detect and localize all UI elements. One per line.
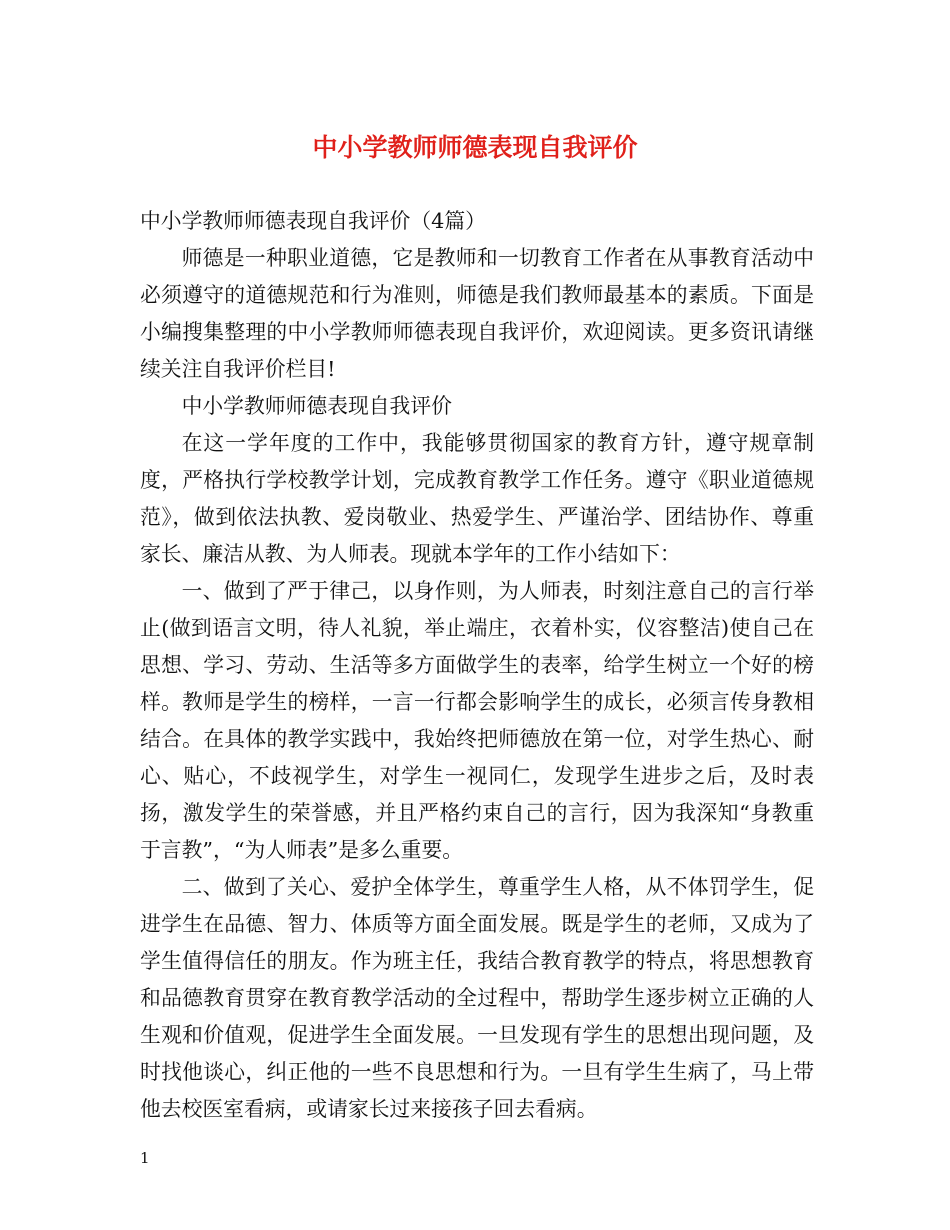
body-paragraph: 在这一学年度的工作中，我能够贯彻国家的教育方针，遵守规章制度，严格执行学校教学计划，完成教育教学工作任务。遵守《职业道德规范》，做到依法执教、爱岗敬业、热爱学生、严谨治学、团结协作、尊重家长、廉洁从教、为人师表。现就本学年的工作小结如下：: [140, 431, 814, 566]
document-title: 中小学教师师德表现自我评价: [312, 133, 638, 162]
page-number: 1: [140, 1149, 150, 1167]
body-paragraph: 二、做到了关心、爱护全体学生，尊重学生人格，从不体罚学生，促进学生在品德、智力、体质等方面全面发展。既是学生的老师，又成为了学生值得信任的朋友。作为班主任，我结合教育教学的特点，将思想教育和品德教育贯穿在教育教学活动的全过程中，帮助学生逐步树立正确的人生观和价值观，促进学生全面发展。一旦发现有学生的思想出现问题，及时找他谈心，纠正他的一些不良思想和行为。一旦有学生生病了，马上带他去校医室看病，或请家长过来接孩子回去看病。: [140, 875, 814, 1121]
body-paragraph: 一、做到了严于律己，以身作则，为人师表，时刻注意自己的言行举止(做到语言文明，待人礼貌，举止端庄，衣着朴实，仪容整洁)使自己在思想、学习、劳动、生活等多方面做学生的表率，给学生树立一个好的榜样。教师是学生的榜样，一言一行都会影响学生的成长，必须言传身教相结合。在具体的教学实践中，我始终把师德放在第一位，对学生热心、耐心、贴心，不歧视学生，对学生一视同仁，发现学生进步之后，及时表扬，激发学生的荣誉感，并且严格约束自己的言行，因为我深知“身教重于言教”，“为人师表”是多么重要。: [140, 579, 814, 862]
subtitle-paragraph: 中小学教师师德表现自我评价（4篇）: [140, 209, 486, 233]
section-heading: 中小学教师师德表现自我评价: [181, 394, 452, 418]
document-body: [140, 203, 814, 1128]
intro-paragraph: 师德是一种职业道德，它是教师和一切教育工作者在从事教育活动中必须遵守的道德规范和行为准则，师德是我们教师最基本的素质。下面是小编搜集整理的中小学教师师德表现自我评价，欢迎阅读。更多资讯请继续关注自我评价栏目!: [140, 246, 814, 381]
